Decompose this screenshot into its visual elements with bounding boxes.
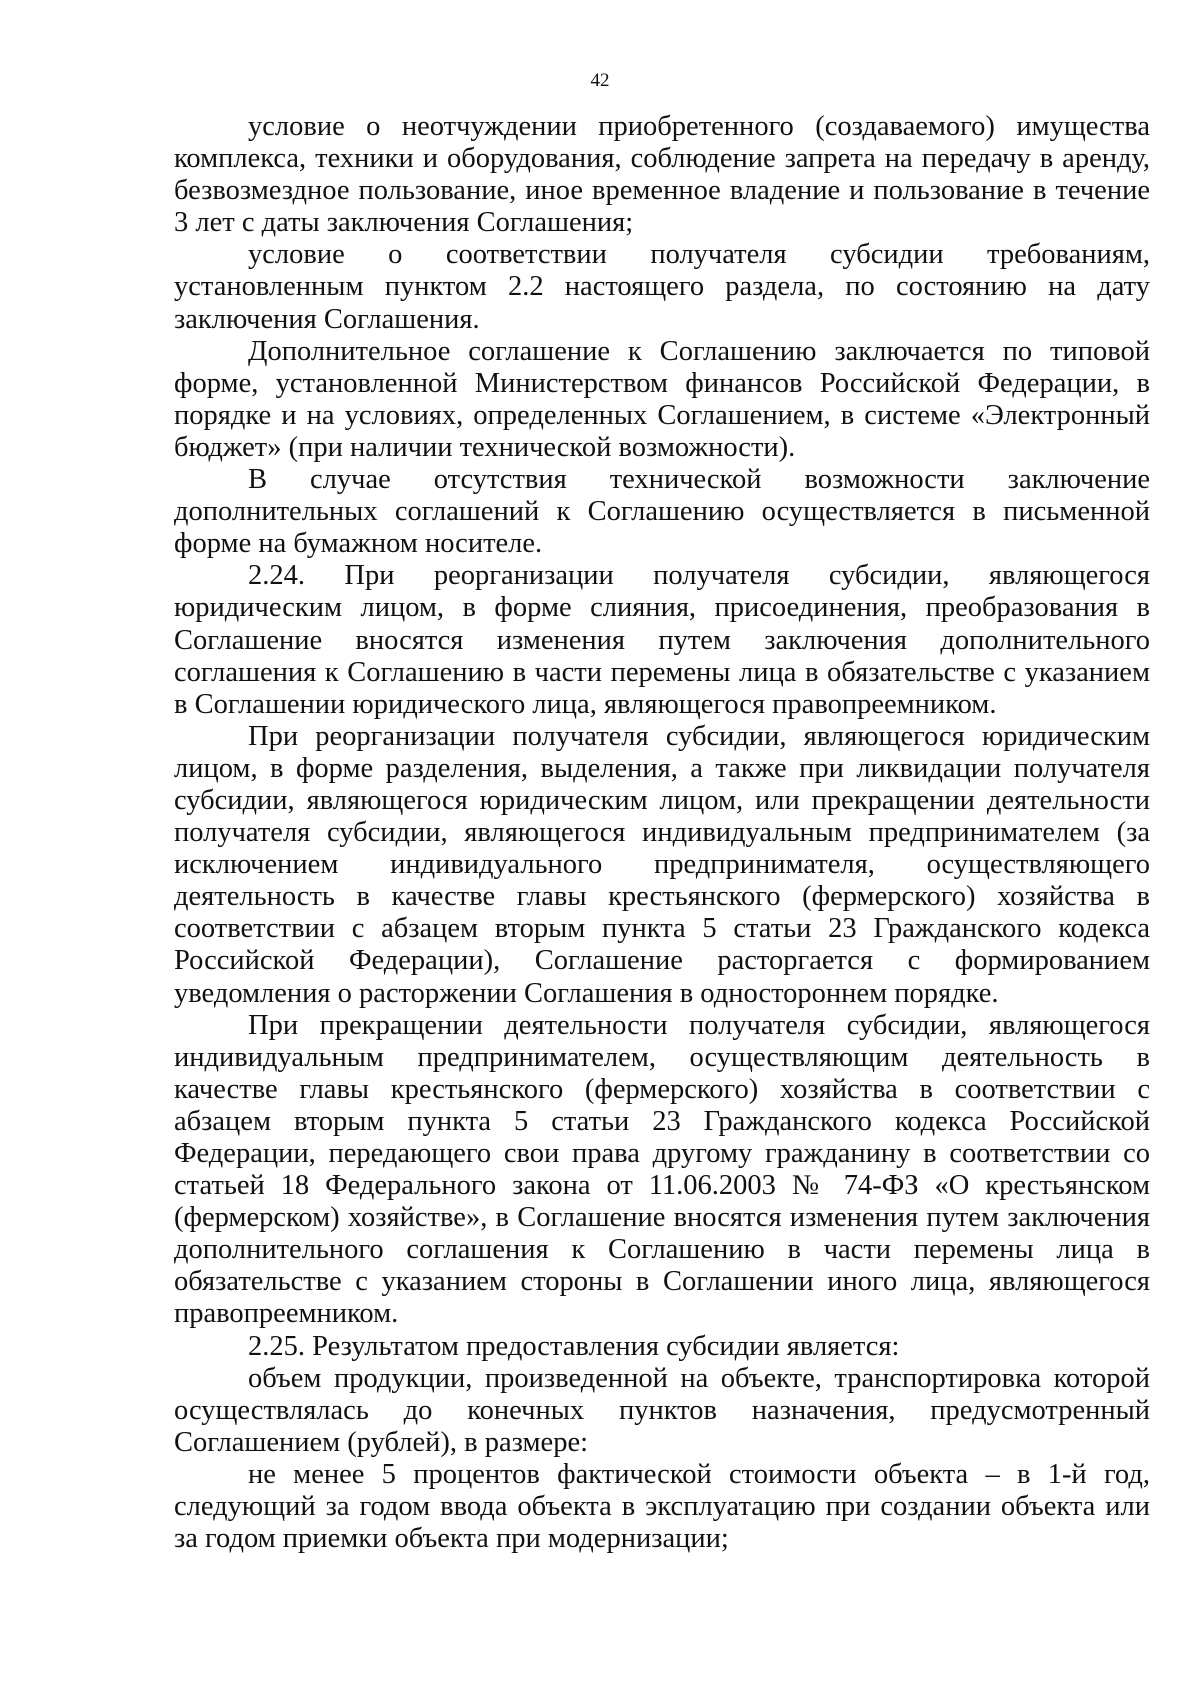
document-body — [174, 111, 1150, 1555]
paragraph-compliance-condition: условие о соответствии получателя субсидии требованиям, установленным пунктом 2.2 настоящего раздела, по состоянию на дату заключения Соглашения. — [174, 239, 1150, 335]
paragraph-paper-form: В случае отсутствия технической возможности заключение дополнительных соглашений к Соглашению осуществляется в письменной форме на бумажном носителе. — [174, 464, 1150, 560]
paragraph-five-percent: не менее 5 процентов фактической стоимости объекта – в 1-й год, следующий за годом ввода объекта в эксплуатацию при создании объекта или за годом приемки объекта при модернизации; — [174, 1458, 1150, 1555]
paragraph-non-alienation-condition: условие о неотчуждении приобретенного (создаваемого) имущества комплекса, техники и оборудования, соблюдение запрета на передачу в аренду, безвозмездное пользование, иное временное владение и пользование в течение 3 лет с даты заключения Соглашения; — [174, 111, 1150, 239]
page-number: 42 — [590, 70, 610, 91]
paragraph-production-volume: объем продукции, произведенной на объекте, транспортировка которой осуществлялась до конечных пунктов назначения, предусмотренный Соглашением (рублей), в размере: — [174, 1362, 1150, 1458]
paragraph-additional-agreement: Дополнительное соглашение к Соглашению заключается по типовой форме, установленной Министерством финансов Российской Федерации, в порядке и на условиях, определенных Соглашением, в системе «Электронный бюджет» (при наличии технической возможности). — [174, 335, 1150, 463]
paragraph-farm-head-transfer: При прекращении деятельности получателя субсидии, являющегося индивидуальным предпринимателем, осуществляющим деятельность в качестве главы крестьянского (фермерского) хозяйства в соответствии с абзацем вторым пункта 5 статьи 23 Гражданского кодекса Российской Федерации, передающего свои права другому гражданину в соответствии со статьей 18 Федерального закона от 11.06.2003 № 74-ФЗ «О крестьянском (фермерском) хозяйстве», в Соглашение вносятся изменения путем заключения дополнительного соглашения к Соглашению в части перемены лица в обязательстве с указанием стороны в Соглашении иного лица, являющегося правопреемником. — [174, 1009, 1150, 1330]
paragraph-termination: При реорганизации получателя субсидии, являющегося юридическим лицом, в форме разделения, выделения, а также при ликвидации получателя субсидии, являющегося юридическим лицом, или прекращении деятельности получателя субсидии, являющегося индивидуальным предпринимателем (за исключением индивидуального предпринимателя, осуществляющего деятельность в качестве главы крестьянского (фермерского) хозяйства в соответствии с абзацем вторым пункта 5 статьи 23 Гражданского кодекса Российской Федерации), Соглашение расторгается с формированием уведомления о расторжении Соглашения в одностороннем порядке. — [174, 720, 1150, 1009]
paragraph-2-24-reorganization: 2.24. При реорганизации получателя субсидии, являющегося юридическим лицом, в форме слияния, присоединения, преобразования в Соглашение вносятся изменения путем заключения дополнительного соглашения к Соглашению в части перемены лица в обязательстве с указанием в Соглашении юридического лица, являющегося правопреемником. — [174, 560, 1150, 720]
paragraph-2-25-result: 2.25. Результатом предоставления субсидии является: — [248, 1330, 900, 1362]
